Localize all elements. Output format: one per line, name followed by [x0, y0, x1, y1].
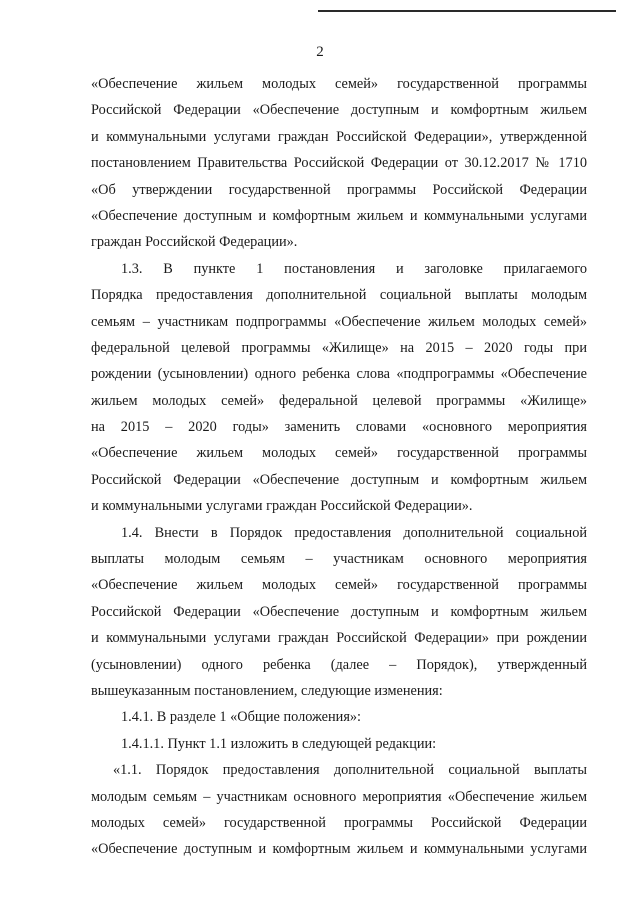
text-line: «Обеспечение доступным и комфортным жильем и коммунальными услугами	[91, 207, 587, 224]
text-line: выплаты молодым семьям – участникам основного мероприятия	[91, 551, 587, 568]
text-line: Российской Федерации «Обеспечение доступным и комфортным жильем	[91, 603, 587, 620]
text-line: «Обеспечение жильем молодых семей» государственной программы	[91, 445, 587, 462]
text-line: молодым семьям – участникам основного мероприятия «Обеспечение жильем	[91, 788, 587, 805]
text-line: вышеуказанным постановлением, следующие изменения:	[91, 682, 443, 699]
text-line: и коммунальными услугами граждан Российской Федерации» при рождении	[91, 630, 587, 647]
paragraph-item-1-3	[91, 256, 587, 520]
document-body	[91, 71, 587, 863]
text-line: Порядка предоставления дополнительной социальной выплаты молодым	[91, 287, 587, 304]
paragraph-item-1-4-1	[91, 704, 587, 730]
text-line: 1.4.1.1. Пункт 1.1 изложить в следующей редакции:	[121, 735, 437, 752]
text-line: и коммунальными услугами граждан Российской Федерации».	[91, 498, 473, 515]
text-line: на 2015 – 2020 годы» заменить словами «основного мероприятия	[91, 419, 587, 436]
text-line: «Обеспечение жильем молодых семей» государственной программы	[91, 577, 587, 594]
text-line: 1.4. Внести в Порядок предоставления дополнительной социальной	[121, 524, 587, 541]
text-line: «Обеспечение жильем молодых семей» государственной программы	[91, 76, 587, 92]
text-line: Российской Федерации «Обеспечение доступным и комфортным жильем	[91, 102, 587, 119]
text-line: молодых семей» государственной программы Российской Федерации	[91, 814, 587, 831]
text-line: 1.4.1. В разделе 1 «Общие положения»:	[121, 709, 362, 726]
text-line: «Обеспечение доступным и комфортным жильем и коммунальными услугами	[91, 841, 587, 858]
paragraph-item-1-4	[91, 520, 587, 705]
text-line: Российской Федерации «Обеспечение доступным и комфортным жильем	[91, 471, 587, 488]
text-line: «1.1. Порядок предоставления дополнительной социальной выплаты	[113, 762, 587, 779]
text-line: граждан Российской Федерации».	[91, 234, 298, 251]
text-line: жильем молодых семей» федеральной целевой программы «Жилище»	[91, 392, 587, 409]
text-line: (усыновлении) одного ребенка (далее – Порядок), утвержденный	[91, 656, 587, 673]
paragraph-intro-continuation	[91, 71, 587, 256]
top-rule	[318, 10, 616, 12]
text-line: федеральной целевой программы «Жилище» на 2015 – 2020 годы при	[91, 339, 587, 356]
text-line: «Об утверждении государственной программы Российской Федерации	[91, 181, 587, 198]
text-line: семьям – участникам подпрограммы «Обеспечение жильем молодых семей»	[91, 313, 587, 330]
paragraph-item-1-1-quote	[91, 757, 587, 863]
text-line: рождении (усыновлении) одного ребенка слова «подпрограммы «Обеспечение	[91, 366, 587, 383]
text-line: и коммунальными услугами граждан Российской Федерации», утвержденной	[91, 128, 587, 145]
paragraph-item-1-4-1-1	[91, 731, 587, 757]
text-line: 1.3. В пункте 1 постановления и заголовке прилагаемого	[121, 260, 587, 277]
page-number: 2	[316, 44, 324, 60]
text-line: постановлением Правительства Российской Федерации от 30.12.2017 № 1710	[91, 155, 587, 172]
